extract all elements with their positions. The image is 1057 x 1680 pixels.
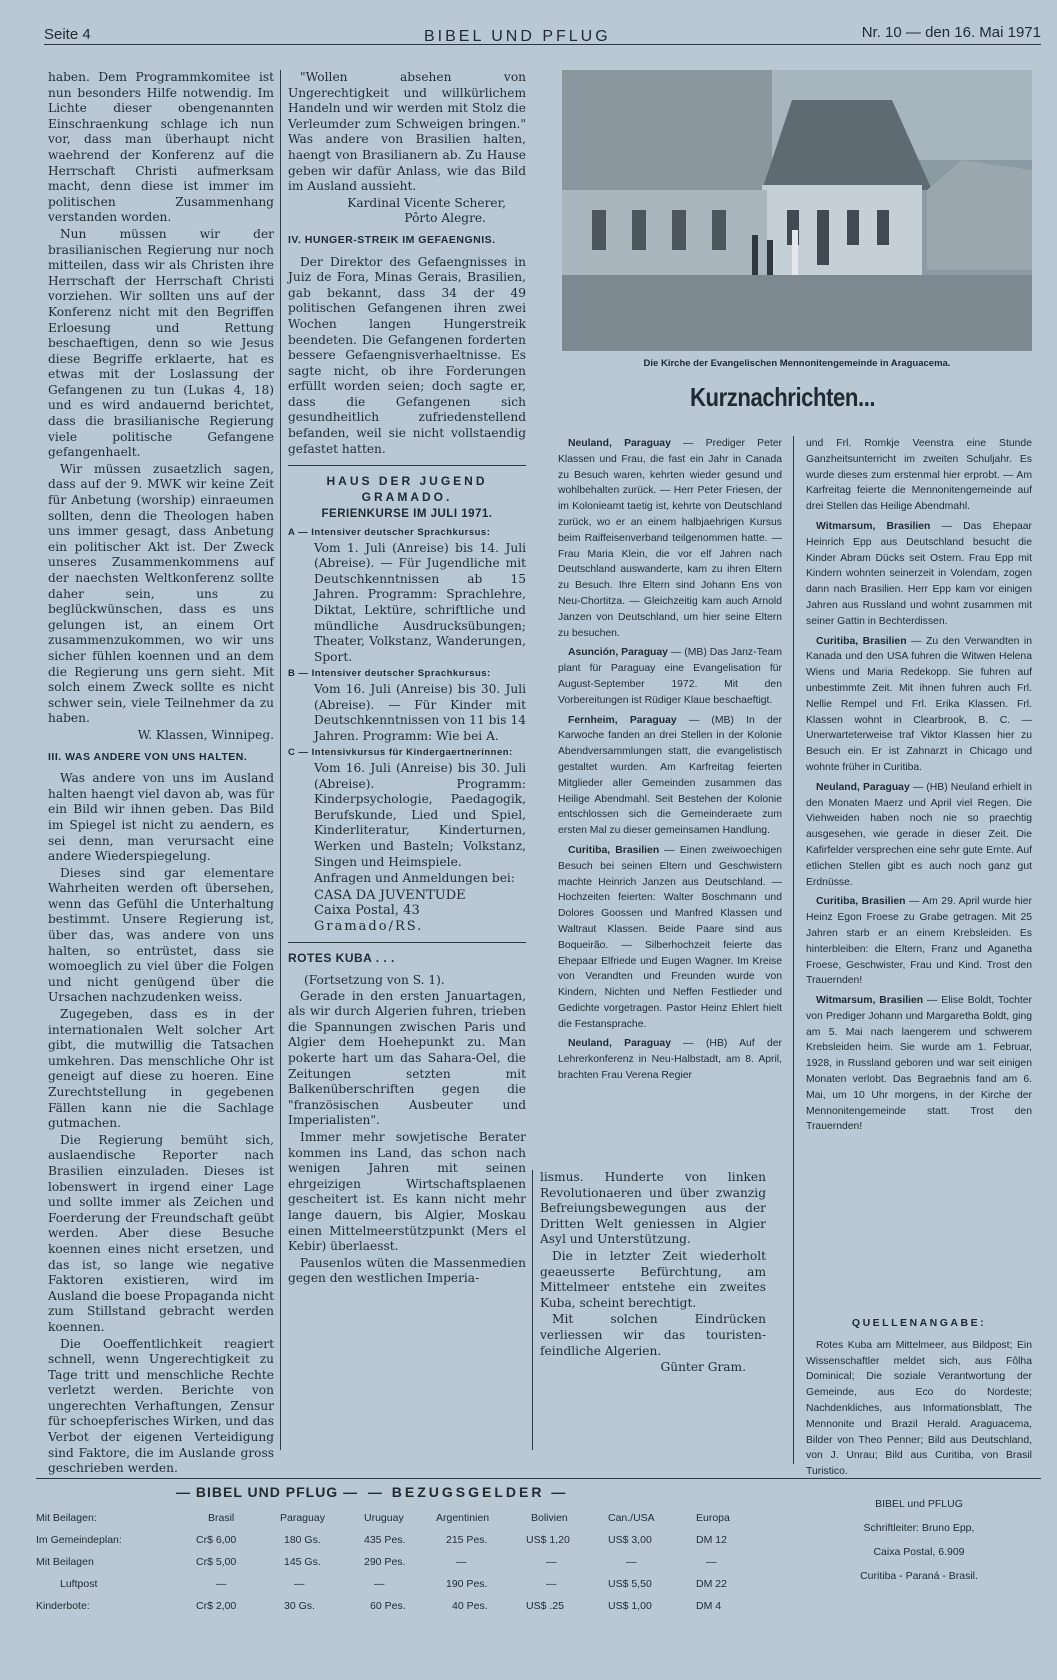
table-cell: 190 Pes.: [446, 1578, 488, 1590]
paragraph: Zugegeben, dass es in der internationalen Welt solcher Art gibt, die mutwillig die Tatsachen umkehren. Das menschliche Ohr ist geneigt auf diese zu hoeren. Eine Zurechtstellung in gegebenen Fällen kann nie die Sachlage gutmachen.: [48, 1007, 274, 1131]
news-item: [558, 843, 782, 1033]
paragraph: Die Regierung bemüht sich, auslaendische Reporter nach Brasilien einzuladen. Dieses ist lobenswert in irgend einer Lage und sollte immer als Zeichen und Foerderung der Freundschaft geübt werden. Aber diese Besuche koennen eines nicht ersetzen, und das ist, so lange wie negative Faktoren existieren, wird im Ausland die boese Propaganda nicht zum Stillstand gebracht werden koennen.: [48, 1132, 274, 1334]
announcement-title: HAUS DER JUGEND GRAMADO.: [326, 474, 488, 504]
signature: Günter Gram.: [660, 1360, 746, 1375]
table-header: Argentinien: [436, 1512, 490, 1524]
paragraph: Die in letzter Zeit wiederholt geaeusserte Befürchtung, am Mittelmeer entstehe ein zweites Kuba, scheint berechtigt.: [540, 1248, 766, 1310]
divider: [288, 465, 526, 466]
news-item: [558, 713, 782, 839]
table-cell: —: [294, 1578, 305, 1590]
issue-date: Nr. 10 — den 16. Mai 1971: [861, 24, 1041, 41]
subscription-title-left: — BIBEL UND PFLUG —: [176, 1484, 359, 1500]
paragraph: haben. Dem Programmkomitee ist nun besonders Hilfe notwendig. Im Lichte dieser obengenannten Einschraenkung schlage ich nun vor, dass man überhaupt nicht waehrend der Konferenz auf die Herrschaft Christi aufmerksam macht, denn diese ist immer im politischen Zusammenhang verstanden worden.: [48, 70, 274, 225]
column-divider: [280, 70, 281, 1450]
news-text: — Elise Boldt, Tochter von Prediger Johann und Margaretha Boldt, ging am 5. Mai nach laengerem und schwerem Krebsleiden heim. Sie wurde am 1. Februar, 1928, in Russland geboren und war seit einigen Monaten verlobt. Das Begraebnis fand am 6. Mai, um 10 Uhr morgens, in der Kirche der Mennonitengemeinde statt. Trost den Trauernden!: [806, 995, 1032, 1133]
church-photo: [562, 70, 1032, 351]
table-cell: Im Gemeindeplan:: [36, 1534, 122, 1546]
table-cell: US$ 1,00: [608, 1600, 652, 1612]
table-cell: 290 Pes.: [364, 1556, 406, 1568]
news-item: [558, 1036, 782, 1083]
news-column-right: [806, 436, 1032, 1304]
table-cell: US$ 5,50: [608, 1578, 652, 1590]
sources-box: [806, 1316, 1032, 1484]
news-text: — Einen zweiwoechigen Besuch bei seinen Eltern und Geschwistern machte Heinrich Janzen aus Deutschland. — Hochzeiten feierten: Walter Boschmann und Dolores Goossen und Manfred Klassen und Waltraut Klassen. Beide Paare sind aus Boqueirão. — Silberhochzeit feierte das Ehepaar Elfriede und Eugen Wagner. Im Kreise von Verandten und Freunden wurde von Kindern, Nichten und Neffen Festlieder und Gedichte vorgetragen. Pastor Heinz Ehlert hielt die Festansprache.: [558, 844, 783, 1030]
table-cell: US$ 1,20: [526, 1534, 570, 1546]
paragraph: Wir müssen zusaetzlich sagen, dass auf der 9. MWK wir keine Zeit für Anbetung (worship) einraeumen sollten, denn die Theologen haben uns immer gesagt, dass Anbetung ein politischer Akt ist. Der Zweck unseres Zusammenkommens auf der naechsten Weltkonferenz sollte daher sein, uns zu beglückwünschen, dass es uns gelungen ist, an einem Ort zusammenzukommen, wo wir uns sicher fühlen koennen und an dem die Regierung uns gern sieht. Mit solch einem Zweck sollte es nicht schwer sein, viele Teilnehmer da zu haben.: [48, 461, 274, 726]
header-rule: [44, 44, 1041, 45]
table-cell: —: [374, 1578, 385, 1590]
impressum-line: Caixa Postal, 6.909: [873, 1546, 965, 1558]
course-heading: A — Intensiver deutscher Sprachkursus:: [288, 527, 491, 539]
table-cell: US$ .25: [526, 1600, 564, 1612]
table-cell: DM 22: [696, 1578, 727, 1590]
table-header: Paraguay: [280, 1512, 325, 1524]
table-cell: 215 Pes.: [446, 1534, 488, 1546]
address-line: CASA DA JUVENTUDE: [314, 887, 466, 903]
news-item: [558, 436, 782, 641]
table-cell: 40 Pes.: [452, 1600, 488, 1612]
news-place: Witmarsum, Brasilien: [816, 995, 924, 1007]
column-divider: [532, 1170, 533, 1450]
subscription-title-right: — BEZUGSGELDER —: [367, 1484, 569, 1500]
paragraph: Der Direktor des Gefaengnisses in Juiz de Fora, Minas Gerais, Brasilien, gab bekannt, dass 34 der 49 politischen Gefangenen ihren zwei Wochen langen Hungerstreik beendeten. Die Gefangenen forderten bessere Gefaengnisverhaeltnisse. Es sagte nicht, ob ihre Forderungen erfüllt worden seien; doch sagte er, dass die Gefangenen sich gesundheitlich zufriedenstellend befanden, weil sie nicht vollstaendig gefastet hatten.: [288, 254, 526, 456]
table-cell: 435 Pes.: [364, 1534, 406, 1546]
news-place: Neuland, Paraguay: [816, 781, 910, 793]
table-header: Europa: [696, 1512, 730, 1524]
news-text: — Am 29. April wurde hier Heinz Egon Froese zu Grabe getragen. Mit 25 Jahren starb er an einem Krebsleiden. Es hinterbleiben: die Eltern, Franz und Aganetha Froese, Geschwister, Frau und Kind. Trost den Trauernden!: [806, 896, 1032, 987]
table-row: [36, 1578, 776, 1596]
news-continuation: und Frl. Romkje Veenstra eine Stunde Ganzheitsunterricht im zweiten Schuljahr. Es wurde dieses zum erstenmal hier erprobt. — Am Karfreitag feierte die Mennonitengemeinde auf drei Stellen das Heilige Abendmahl.: [806, 438, 1032, 513]
church-building-image: [562, 70, 1032, 351]
table-cell: —: [456, 1556, 467, 1568]
news-text: — Das Ehepaar Heinrich Epp aus Deutschland besucht die Kinder Abram Dücks seit Ostern. Frau Epp mit Kindern wohnten seinerzeit in Volendam, zogen dann nach Brasilien. Herr Epp kam vor einigen Jahren aus Russland und wohnt zusammen mit seiner Gattin in Bechterdissen.: [806, 520, 1032, 627]
course-heading: B — Intensiver deutscher Sprachkursus:: [288, 668, 491, 680]
table-cell: Luftpost: [60, 1578, 98, 1590]
news-place: Curitiba, Brasilien: [816, 896, 906, 908]
table-cell: 145 Gs.: [284, 1556, 321, 1568]
paragraph: Nun müssen wir der brasilianischen Regierung nur noch mitteilen, dass wir als Christen ihre Herrschaft der Herrschaft Christi vorziehen. Wir sollten uns auf der Konferenz nicht mit den Begriffen Erloesung und Rettung beschaeftigen, denn so wie Jesus diese Begriffe erklaerte, hat es etwas mit der Loslassung der Gefangenen zu tun (Lukas 4, 18) und es wird andauernd berichtet, dass die brasilianische Regierung viele politische Gefangene gefangenhaelt.: [48, 226, 274, 460]
news-item: [806, 634, 1032, 776]
news-text: — (HB) Auf der Lehrerkonferenz in Neu-Halbstadt, am 8. April, brachten Frau Verena Regier: [558, 1038, 782, 1082]
address-line: Gramado/RS.: [314, 918, 424, 934]
paragraph: Was andere von uns im Ausland halten haengt viel davon ab, was für ein Bild wir ihnen geben. Das Bild im Spiegel ist nicht zu aendern, es sei denn, man verursacht eine andere Wiederspiegelung.: [48, 771, 274, 864]
news-column-left: [558, 436, 782, 1160]
table-cell: 60 Pes.: [370, 1600, 406, 1612]
news-text: — (MB) In der Karwoche fanden an drei Stellen in der Kolonie Abendversammlungen statt, die evangelistisch gestaltet wurden. Am Karfreitag feierten Mitglieder aller Gemeinden zusammen das Heilige Abendmahl. Seit Bestehen der Kolonie entschlossen sich die Gemeinderaete zum ersten Mal zu dieser gemeinsamen Handlung.: [558, 714, 782, 837]
news-place: Witmarsum, Brasilien: [816, 520, 931, 532]
table-cell: DM 4: [696, 1600, 722, 1612]
news-place: Fernheim, Paraguay: [568, 714, 677, 726]
news-text: — (MB) Das Janz-Team plant für Paraguay eine Evangelisation für August-September 1972. Mit den Vorbereitungen ist Rüdiger Klaue beschaeftigt.: [558, 647, 782, 706]
course-text: Vom 16. Juli (Anreise) bis 30. Juli (Abreise). — Für Kinder mit Deutschkenntnissen von 11 bis 14 Jahren. Programm: Wie bei A.: [314, 681, 526, 743]
table-header: Brasil: [208, 1512, 235, 1524]
paragraph: Pausenlos wüten die Massenmedien gegen den westlichen Imperia-: [288, 1255, 526, 1286]
address-line: Caixa Postal, 43: [314, 903, 420, 919]
table-cell: —: [216, 1578, 227, 1590]
course-text: Vom 16. Juli (Anreise) bis 30. Juli (Abreise). Programm: Kinderpsychologie, Paedagogik, Berufskunde, Lied und Spiel, Kinderliteratur, Kinderturnen, Werken und Basteln; Volkstanz, Singen und Heimspiele.: [314, 760, 526, 869]
signature-place: Pôrto Alegre.: [404, 211, 486, 226]
news-section-title: Kurznachrichten...: [690, 382, 876, 412]
table-header: Can./USA: [608, 1512, 655, 1524]
paragraph: Dieses sind gar elementare Wahrheiten werden oft übersehen, wenn das Gefühl die Unterhaltung bestimmt. Unsere Regierung ist, über das, was andere von uns halten, so entrüstet, dass sie womoeglich zu viel über die Folgen und nicht genügend über die Ursachen nachzudenken weiss.: [48, 865, 274, 1005]
table-cell: 180 Gs.: [284, 1534, 321, 1546]
table-cell: US$ 3,00: [608, 1534, 652, 1546]
impressum-line: Curitiba - Paraná - Brasil.: [860, 1570, 978, 1582]
contact-line: Anfragen und Anmeldungen bei:: [314, 871, 515, 886]
paragraph: lismus. Hunderte von linken Revolutionaeren und über zwanzig Befreiungsbewegungen aus der Dritten Welt geniessen in Algier Asyl und Unterstützung.: [540, 1170, 766, 1247]
table-cell: Cr$ 2,00: [196, 1600, 237, 1612]
course-heading: C — Intensivkursus für Kindergaertnerinnen:: [288, 747, 513, 759]
table-row: [36, 1600, 776, 1618]
news-place: Curitiba, Brasilien: [568, 844, 660, 856]
table-cell: Cr$ 6,00: [196, 1534, 237, 1546]
news-item: [806, 894, 1032, 989]
paragraph: Gerade in den ersten Januartagen, als wir durch Algerien fuhren, trieben die Spannungen zwischen Paris und Algier dem Hoehepunkt zu. Man pokerte hart um das Sahara-Oel, die Zeitungen setzten mit Balkenüberschriften gegen die "französischen Ausbeuter und Imperialisten".: [288, 988, 526, 1128]
news-place: Curitiba, Brasilien: [816, 635, 907, 647]
table-cell: —: [706, 1556, 717, 1568]
table-cell: —: [546, 1578, 557, 1590]
paragraph: "Wollen absehen von Ungerechtigkeit und willkürlichem Handeln und wir werden mit Stolz die Verleumder zum Schweigen bringen." Was andere von Brasilien halten, haengt von Brasilianern ab. Zu Hause geben wir dafür Anlass, wie das Bild im Ausland aussieht.: [288, 70, 526, 194]
article-column-3: [540, 1170, 766, 1452]
table-cell: 30 Gs.: [284, 1600, 315, 1612]
table-cell: —: [546, 1556, 557, 1568]
impressum: [806, 1492, 1032, 1588]
article-column-2: [288, 70, 526, 1444]
column-divider: [793, 436, 794, 1464]
table-row: [36, 1534, 776, 1552]
course-text: Vom 1. Juli (Anreise) bis 14. Juli (Abreise). — Für Jugendliche mit Deutschkenntnissen ab 15 Jahren. Programm: Sprachlehre, Diktat, Lektüre, schriftliche und mündliche Ausdrucksübungen; Theater, Volkstanz, Wanderungen, Sport.: [314, 540, 526, 664]
news-text: — (HB) Neuland erhielt in den Monaten Maerz und April viel Regen. Die Viehweiden haben noch nie so praechtig ausgesehen, wie gerade in dieser Zeit. Die Kafirfelder versprechen eine sehr gute Ernte. Auf etlichen Stellen gibt es auch noch ganz gut Erdnüsse.: [806, 781, 1032, 888]
photo-caption: Die Kirche der Evangelischen Mennonitengemeinde in Araguacema.: [643, 358, 951, 369]
news-text: — Zu den Verwandten in Kanada und den USA fuhren die Witwen Helena Wiens und Maria Redekopp. Sie fuhren auf unbestimmte Zeit. Mit ihnen fuhren auch Frl. Nellie Rempel und Frl. Erika Klassen. Frl. Klassen wohnt in Clearbrook, B. C. — Unerwarteterweise traf Viktor Klassen hier zu Besuch ein. Er ist Zahnarzt in Chicago und wohnte früher in Curitiba.: [806, 635, 1032, 773]
continuation-note: (Fortsetzung von S. 1).: [304, 973, 445, 988]
news-item: [558, 645, 782, 708]
signature: W. Klassen, Winnipeg.: [137, 727, 274, 742]
table-cell: DM 12: [696, 1534, 727, 1546]
table-header: Mit Beilagen:: [36, 1512, 97, 1524]
news-place: Asunción, Paraguay: [568, 647, 668, 659]
news-text: — Prediger Peter Klassen und Frau, die fast ein Jahr in Canada zu Besuch waren, kehrten wieder gesund und wohlbehalten zurück. — Herr Peter Friesen, der im Kolonieamt taetig ist, kehrte von Deutschland zurück, wo er an einem halbjaehrigen Kursus beim Raiffeisenverband teilgenommen hatte. — Frau Maria Klein, die vor elf Jahren nach Deutschland auswanderte, kam zu ihren Eltern zu Besuch. Ihre Eltern sind Johann Ens von Neu-Chortitza. — Gleichzeitig kam auch Arnold Janzen von Deutschland, um hier seine Eltern zu besuchen.: [558, 438, 782, 639]
signature: Kardinal Vicente Scherer,: [347, 195, 506, 210]
article-column-1: [48, 70, 274, 1476]
masthead-title: BIBEL UND PFLUG: [424, 28, 611, 45]
paragraph: Immer mehr sowjetische Berater kommen ins Land, das schon nach wenigen Jahren mit seinen ehrgeizigen Wirtschaftsplaenen gescheitert ist. Es kann nicht mehr lange dauern, bis Algier, Moskau einen Mittelmeerstützpunkt (Mers el Kebir) überlaesst.: [288, 1130, 526, 1254]
announcement-subtitle: FERIENKURSE IM JULI 1971.: [321, 508, 493, 521]
divider: [288, 942, 526, 943]
paragraph: Die Ooeffentlichkeit reagiert schnell, wenn Ungerechtigkeit zu Tage tritt und menschliche Rechte verletzt werden. Berichte von ungerechten Verhaftungen, Zensur für schoepferisches Wirken, und das Verbot der eigenen Verteidigung sind Faktore, die im Auslande gross geschrieben werden.: [48, 1336, 274, 1476]
impressum-line: Schriftleiter: Bruno Epp,: [863, 1522, 975, 1534]
subscription-title: [176, 1484, 568, 1500]
news-item: [806, 780, 1032, 891]
table-cell: —: [626, 1556, 637, 1568]
table-header: Bolivien: [531, 1512, 568, 1524]
paragraph: Mit solchen Eindrücken verliessen wir das touristen-feindliche Algerien.: [540, 1312, 766, 1358]
table-header-row: [36, 1512, 776, 1530]
news-item: [806, 993, 1032, 1135]
news-item: [806, 519, 1032, 630]
table-cell: Cr$ 5,00: [196, 1556, 237, 1568]
section-heading: IV. HUNGER-STREIK IM GEFAENGNIS.: [288, 233, 496, 246]
impressum-line: BIBEL und PFLUG: [875, 1498, 963, 1510]
sources-title: QUELLENANGABE:: [851, 1317, 987, 1329]
news-place: Neuland, Paraguay: [568, 1038, 671, 1050]
article-title: ROTES KUBA . . .: [288, 951, 395, 966]
footer-rule: [36, 1478, 1041, 1479]
sources-text: Rotes Kuba am Mittelmeer, aus Bildpost; Ein Wissenschaftler meldet sich, aus Fôlha Dominical; Die soziale Verantwortung der Gemeinde, aus Eco do Nordeste; Nachdenkliches, aus Informationsblatt, The Mennonite und Brazil Herald. Araguacema, Bilder von Theo Penner; Bild aus Deutschland, von J. Unrau; Bild aus Curitiba, von Brasil Turistico.: [806, 1339, 1032, 1478]
page-number: Seite 4: [44, 26, 91, 43]
table-cell: Kinderbote:: [36, 1600, 90, 1612]
table-row: [36, 1556, 776, 1574]
news-place: Neuland, Paraguay: [568, 438, 671, 449]
section-heading: III. WAS ANDERE VON UNS HALTEN.: [48, 750, 248, 763]
table-cell: Mit Beilagen: [36, 1556, 94, 1568]
table-header: Uruguay: [364, 1512, 404, 1524]
